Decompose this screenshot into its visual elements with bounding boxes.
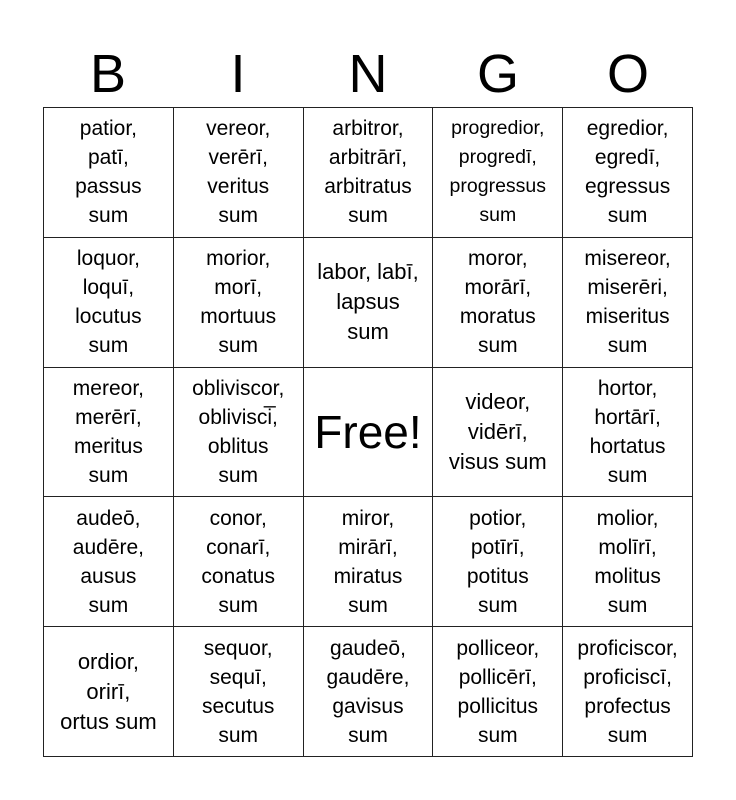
bingo-cell-r5c4[interactable] xyxy=(433,627,563,757)
header-letter-n: N xyxy=(348,44,388,104)
cell-text: audeō, audēre, ausus sum xyxy=(72,506,145,617)
cell-text: conor, conarī, conatus sum xyxy=(201,506,275,617)
bingo-cell-r3c2[interactable] xyxy=(174,368,304,498)
cell-text: morior, morī, mortuus sum xyxy=(200,247,277,358)
header-letter-b: B xyxy=(89,44,127,104)
cell-text: obliviscor, oblivisci̅, oblitus sum xyxy=(192,376,285,487)
cell-text: arbitror, arbitrārī, arbitratus sum xyxy=(324,117,412,228)
bingo-cell-r5c3[interactable] xyxy=(304,627,434,757)
bingo-cell-r1c1[interactable] xyxy=(44,108,174,238)
cell-text: miror, mirārī, miratus sum xyxy=(333,506,403,617)
cell-text: mereor, merērī, meritus sum xyxy=(72,376,144,487)
bingo-cell-r4c1[interactable] xyxy=(44,497,174,627)
bingo-cell-r2c2[interactable] xyxy=(174,238,304,368)
bingo-cell-r4c3[interactable] xyxy=(304,497,434,627)
cell-text: sequor, sequī, secutus sum xyxy=(202,636,275,747)
cell-text: molior, molīrī, molitus sum xyxy=(594,506,661,617)
bingo-free-space[interactable] xyxy=(304,368,434,498)
cell-text: gaudeō, gaudēre, gavisus sum xyxy=(326,636,410,747)
cell-text: labor, labī, lapsus sum xyxy=(317,259,419,345)
bingo-header xyxy=(43,40,693,108)
bingo-cell-r2c4[interactable] xyxy=(433,238,563,368)
header-letter-g: G xyxy=(476,44,519,104)
bingo-cell-r4c4[interactable] xyxy=(433,497,563,627)
bingo-cell-r3c4[interactable] xyxy=(433,368,563,498)
cell-text: hortor, hortārī, hortatus sum xyxy=(589,376,666,487)
bingo-board xyxy=(43,107,693,757)
bingo-cell-r1c2[interactable] xyxy=(174,108,304,238)
bingo-cell-r3c5[interactable] xyxy=(563,368,693,498)
cell-text: vereor, verērī, veritus sum xyxy=(206,117,271,228)
bingo-cell-r1c4[interactable] xyxy=(433,108,563,238)
cell-text: egredior, egredī, egressus sum xyxy=(584,117,671,228)
bingo-cell-r1c5[interactable] xyxy=(563,108,693,238)
bingo-cell-r2c1[interactable] xyxy=(44,238,174,368)
free-space-label: Free! xyxy=(314,405,422,458)
bingo-cell-r3c1[interactable] xyxy=(44,368,174,498)
bingo-cell-r5c5[interactable] xyxy=(563,627,693,757)
cell-text: progredior, progredī, progressus sum xyxy=(449,117,547,227)
cell-text: ordior, orirī, ortus sum xyxy=(60,648,157,734)
cell-text: misereor, miserēri, miseritus sum xyxy=(584,247,671,358)
cell-text: patior, patī, passus sum xyxy=(75,117,142,228)
bingo-cell-r4c5[interactable] xyxy=(563,497,693,627)
bingo-cell-r4c2[interactable] xyxy=(174,497,304,627)
cell-text: proficiscor, proficiscī, profectus sum xyxy=(577,636,678,747)
bingo-cell-r5c1[interactable] xyxy=(44,627,174,757)
header-letter-o: O xyxy=(606,44,649,104)
bingo-cell-r5c2[interactable] xyxy=(174,627,304,757)
bingo-cell-r1c3[interactable] xyxy=(304,108,434,238)
cell-text: potior, potīrī, potitus sum xyxy=(466,506,529,617)
cell-text: moror, morārī, moratus sum xyxy=(459,247,536,358)
cell-text: polliceor, pollicērī, pollicitus sum xyxy=(456,636,540,747)
header-letter-i: I xyxy=(230,44,246,104)
bingo-cell-r2c3[interactable] xyxy=(304,238,434,368)
cell-text: videor, vidērī, visus sum xyxy=(448,388,547,474)
cell-text: loquor, loquī, locutus sum xyxy=(75,247,142,358)
bingo-cell-r2c5[interactable] xyxy=(563,238,693,368)
